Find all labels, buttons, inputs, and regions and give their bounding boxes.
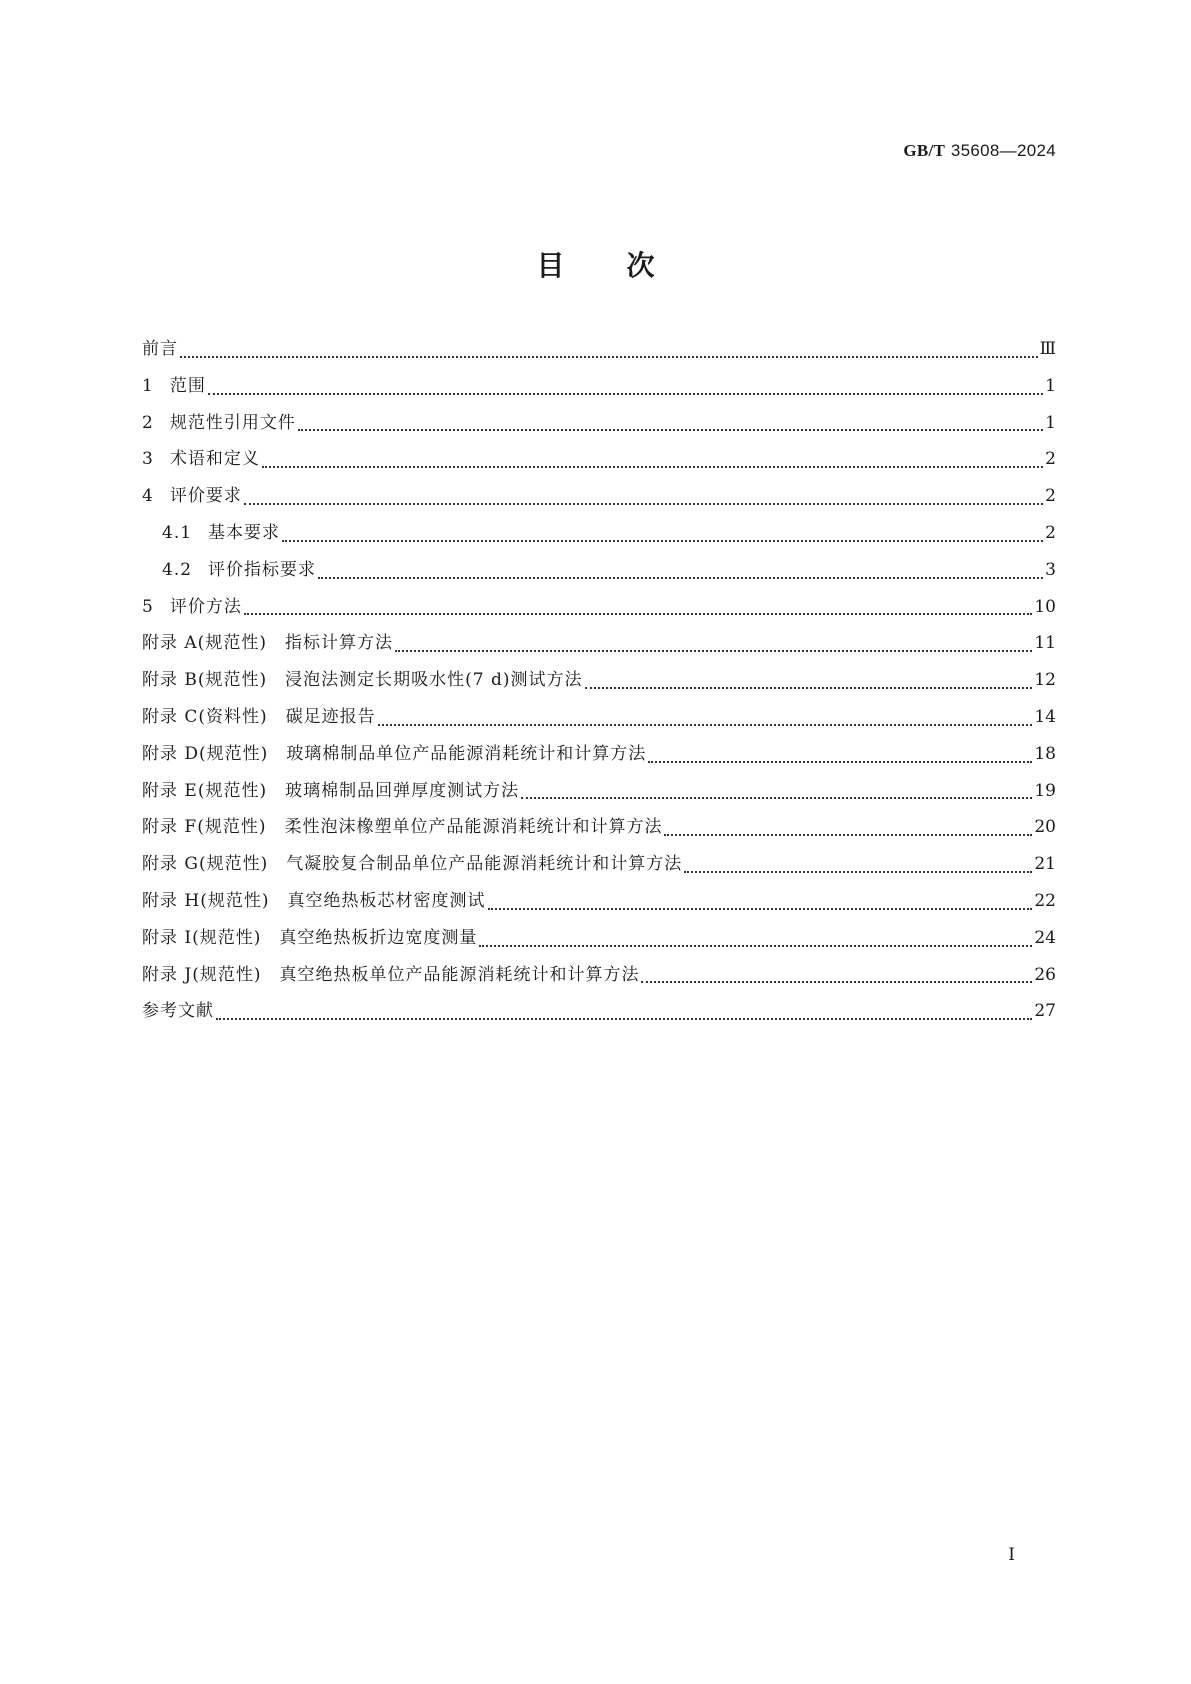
toc-dot-leader xyxy=(378,724,1033,726)
toc-entry-label: 指标计算方法 xyxy=(284,633,393,654)
toc-entry-page: 2 xyxy=(1045,486,1056,507)
toc-entry[interactable] xyxy=(142,853,1056,890)
toc-dot-leader xyxy=(684,871,1032,873)
toc-entry-label: 参考文献 xyxy=(142,1001,214,1022)
toc-entry-label: 评价方法 xyxy=(169,596,242,617)
page-number: I xyxy=(1008,1545,1015,1565)
toc-entry-page: 14 xyxy=(1034,706,1056,727)
toc-entry-label: 碳足迹报告 xyxy=(285,706,376,727)
toc-entry-page: 1 xyxy=(1045,412,1056,433)
toc-entry-page: 3 xyxy=(1045,559,1056,580)
toc-entry-number: 附录 C(资料性) xyxy=(142,706,268,727)
toc-entry-label: 真空绝热板单位产品能源消耗统计和计算方法 xyxy=(279,964,640,985)
toc-entry-number: 附录 I(规范性) xyxy=(142,927,262,948)
toc-entry[interactable] xyxy=(142,485,1056,522)
toc-entry-page: 22 xyxy=(1034,890,1056,911)
toc-entry-label: 规范性引用文件 xyxy=(169,412,296,433)
toc-dot-leader xyxy=(585,687,1033,689)
toc-entry-number: 附录 A(规范性) xyxy=(142,633,267,654)
toc-dot-leader xyxy=(262,466,1043,468)
toc-entry-number: 1 xyxy=(142,375,154,396)
toc-title: 目次 xyxy=(536,249,717,282)
toc-entry-page: 2 xyxy=(1045,522,1056,543)
toc-entry[interactable] xyxy=(142,522,1056,559)
toc-dot-leader xyxy=(318,577,1043,579)
standard-code xyxy=(903,141,1056,161)
toc-entry-page: 20 xyxy=(1034,817,1056,838)
toc-entry-number: 3 xyxy=(142,449,154,470)
toc-dot-leader xyxy=(216,1018,1032,1020)
toc-entry-label: 柔性泡沫橡塑单位产品能源消耗统计和计算方法 xyxy=(284,817,663,838)
toc-entry-page: 26 xyxy=(1034,964,1056,985)
toc-entry[interactable] xyxy=(142,706,1056,743)
toc-entry[interactable] xyxy=(142,1000,1056,1037)
toc-dot-leader xyxy=(244,503,1043,505)
toc-entry-label: 评价要求 xyxy=(169,486,242,507)
toc-entry-number: 2 xyxy=(142,412,154,433)
toc-entry-page: 24 xyxy=(1034,927,1056,948)
toc-dot-leader xyxy=(664,834,1032,836)
toc-entry-label: 术语和定义 xyxy=(169,449,260,470)
toc-entry-label: 评价指标要求 xyxy=(208,559,317,580)
toc-dot-leader xyxy=(395,650,1032,652)
toc-dot-leader xyxy=(282,540,1043,542)
toc-entry-label: 真空绝热板折边宽度测量 xyxy=(279,927,478,948)
toc-entry-number: 附录 H(规范性) xyxy=(142,890,270,911)
toc-entry-label: 玻璃棉制品单位产品能源消耗统计和计算方法 xyxy=(286,743,647,764)
toc-entry[interactable] xyxy=(142,412,1056,449)
toc-entry[interactable] xyxy=(142,927,1056,964)
toc-dot-leader xyxy=(648,761,1032,763)
toc-entry[interactable] xyxy=(142,743,1056,780)
toc-entry-number: 附录 D(规范性) xyxy=(142,743,269,764)
toc-entry-number: 附录 B(规范性) xyxy=(142,670,268,691)
toc-entry-label: 玻璃棉制品回弹厚度测试方法 xyxy=(285,780,520,801)
toc-entry-number: 5 xyxy=(142,596,154,617)
toc-entry-label: 范围 xyxy=(169,375,206,396)
toc-entry-page: 21 xyxy=(1034,854,1056,875)
toc-entry-label: 基本要求 xyxy=(208,522,281,543)
toc-entry-number: 4.2 xyxy=(162,559,193,580)
toc-entry[interactable] xyxy=(142,890,1056,927)
toc-entry[interactable] xyxy=(142,559,1056,596)
toc-dot-leader xyxy=(208,393,1043,395)
standard-number: 35608—2024 xyxy=(950,141,1056,160)
toc-dot-leader xyxy=(521,797,1032,799)
toc-entry[interactable] xyxy=(142,338,1056,375)
toc-dot-leader xyxy=(180,356,1038,358)
toc-entry-page: 19 xyxy=(1034,780,1056,801)
toc-entry-label: 真空绝热板芯材密度测试 xyxy=(287,890,486,911)
toc-entry[interactable] xyxy=(142,375,1056,412)
toc-dot-leader xyxy=(298,429,1043,431)
toc-dot-leader xyxy=(488,908,1033,910)
table-of-contents xyxy=(142,338,1056,1037)
toc-entry-page: 1 xyxy=(1045,375,1056,396)
toc-dot-leader xyxy=(641,981,1032,983)
toc-entry-label: 气凝胶复合制品单位产品能源消耗统计和计算方法 xyxy=(286,854,683,875)
toc-entry-page: 18 xyxy=(1034,743,1056,764)
toc-entry-page: 12 xyxy=(1034,670,1056,691)
toc-entry[interactable] xyxy=(142,780,1056,817)
toc-entry-number: 附录 F(规范性) xyxy=(142,817,267,838)
toc-entry-page: 10 xyxy=(1034,596,1056,617)
toc-entry[interactable] xyxy=(142,964,1056,1001)
toc-entry[interactable] xyxy=(142,596,1056,633)
toc-entry[interactable] xyxy=(142,669,1056,706)
toc-entry-label: 前言 xyxy=(142,339,178,359)
standard-prefix: GB/T xyxy=(903,141,946,160)
toc-entry[interactable] xyxy=(142,448,1056,485)
toc-entry[interactable] xyxy=(142,816,1056,853)
toc-entry-page: 27 xyxy=(1034,1001,1056,1022)
toc-entry-number: 附录 G(规范性) xyxy=(142,854,269,875)
toc-entry[interactable] xyxy=(142,632,1056,669)
toc-entry-page: 11 xyxy=(1034,633,1056,654)
toc-entry-number: 附录 J(规范性) xyxy=(142,964,262,985)
toc-entry-number: 4 xyxy=(142,486,154,507)
toc-entry-label: 浸泡法测定长期吸水性(7 d)测试方法 xyxy=(285,670,583,691)
toc-dot-leader xyxy=(244,613,1033,615)
toc-entry-number: 4.1 xyxy=(162,522,193,543)
toc-dot-leader xyxy=(479,945,1032,947)
toc-entry-page: Ⅲ xyxy=(1039,339,1056,359)
toc-entry-page: 2 xyxy=(1045,449,1056,470)
toc-entry-number: 附录 E(规范性) xyxy=(142,780,268,801)
